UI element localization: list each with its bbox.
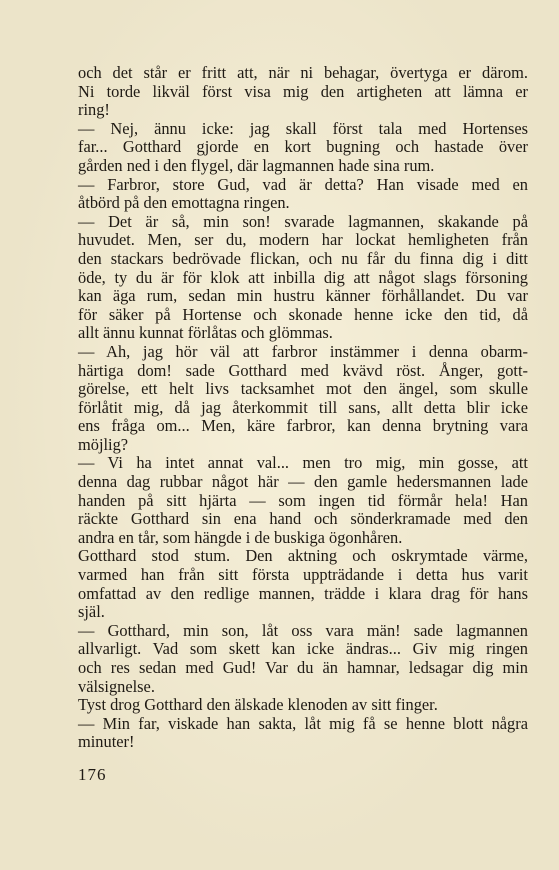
- text-line: härtiga dom! sade Gotthard med kvävd röst. Ånger, gott-: [78, 360, 528, 380]
- text-line: minuter!: [78, 732, 135, 752]
- text-line: åtbörd på den emottagna ringen.: [78, 193, 290, 213]
- text-line: förlåtit mig, då jag återkommit till sans, allt detta blir icke: [78, 397, 528, 417]
- text-line: för säker på Hortense och skonade henne icke den tid, då: [78, 304, 528, 324]
- text-line: kan äga rum, sedan min hustru känner förhållandet. Du var: [78, 286, 528, 306]
- text-line: Ni torde likväl först visa mig den artigheten att lämna er: [78, 81, 528, 101]
- text-line: omfattad av den redlige mannen, trädde i klara drag för hans: [78, 583, 528, 603]
- text-line: varmed han från sitt första uppträdande i detta hus varit: [78, 565, 528, 585]
- text-line: görelse, ett helt livs tacksamhet mot den ängel, som skulle: [78, 379, 528, 399]
- text-line: möjlig?: [78, 434, 129, 454]
- body-text: [78, 64, 528, 752]
- text-line: öde, ty du är för klok att inbilla dig att något slags försoning: [78, 267, 528, 287]
- text-line: — Farbror, store Gud, vad är detta? Han visade med en: [78, 174, 528, 194]
- text-line: räckte Gotthard sin ena hand och sönderkramade med den: [78, 509, 528, 529]
- text-line: far... Gotthard gjorde en kort bugning och hastade över: [78, 137, 528, 157]
- page-number: 176: [78, 765, 107, 784]
- text-line: ring!: [78, 100, 110, 120]
- text-line: — Det är så, min son! svarade lagmannen, skakande på: [78, 211, 528, 231]
- text-line: gården ned i den flygel, där lagmannen hade sina rum.: [78, 155, 435, 175]
- text-line: — Ah, jag hör väl att farbror instämmer i denna obarm-: [78, 341, 528, 361]
- text-line: Tyst drog Gotthard den älskade klenoden av sitt finger.: [78, 695, 438, 715]
- text-line: denna dag rubbar något här — den gamle hedersmannen lade: [78, 472, 528, 492]
- text-line: Gotthard stod stum. Den aktning och oskrymtade värme,: [78, 546, 528, 566]
- text-line: och res sedan med Gud! Var du än hamnar, ledsagar dig min: [78, 658, 528, 677]
- text-line: allvarligt. Vad som skett kan icke ändras... Giv mig ringen: [78, 639, 528, 659]
- text-line: handen på sitt hjärta — som ingen tid förmår hela! Han: [78, 490, 528, 510]
- text-line: andra en tår, som hängde i de buskiga ögonhåren.: [78, 527, 403, 547]
- text-line: — Nej, ännu icke: jag skall först tala med Hortenses: [78, 118, 528, 138]
- text-line: huvudet. Men, ser du, modern har lockat hemligheten från: [78, 230, 528, 250]
- text-line: allt ännu kunnat förlåtas och glömmas.: [78, 323, 333, 343]
- text-line: välsignelse.: [78, 676, 155, 696]
- text-line: — Vi ha intet annat val... men tro mig, min gosse, att: [78, 453, 528, 473]
- text-line: — Min far, viskade han sakta, låt mig få se henne blott några: [78, 713, 528, 733]
- text-line: — Gotthard, min son, låt oss vara män! sade lagmannen: [78, 620, 528, 640]
- text-line: den stackars bedrövade flickan, och nu får du finna dig i ditt: [78, 248, 528, 268]
- text-line: ens fråga om... Men, käre farbror, kan denna brytning vara: [78, 416, 528, 436]
- text-line: själ.: [78, 602, 105, 622]
- text-line: och det står er fritt att, när ni behagar, övertyga er därom.: [78, 63, 528, 82]
